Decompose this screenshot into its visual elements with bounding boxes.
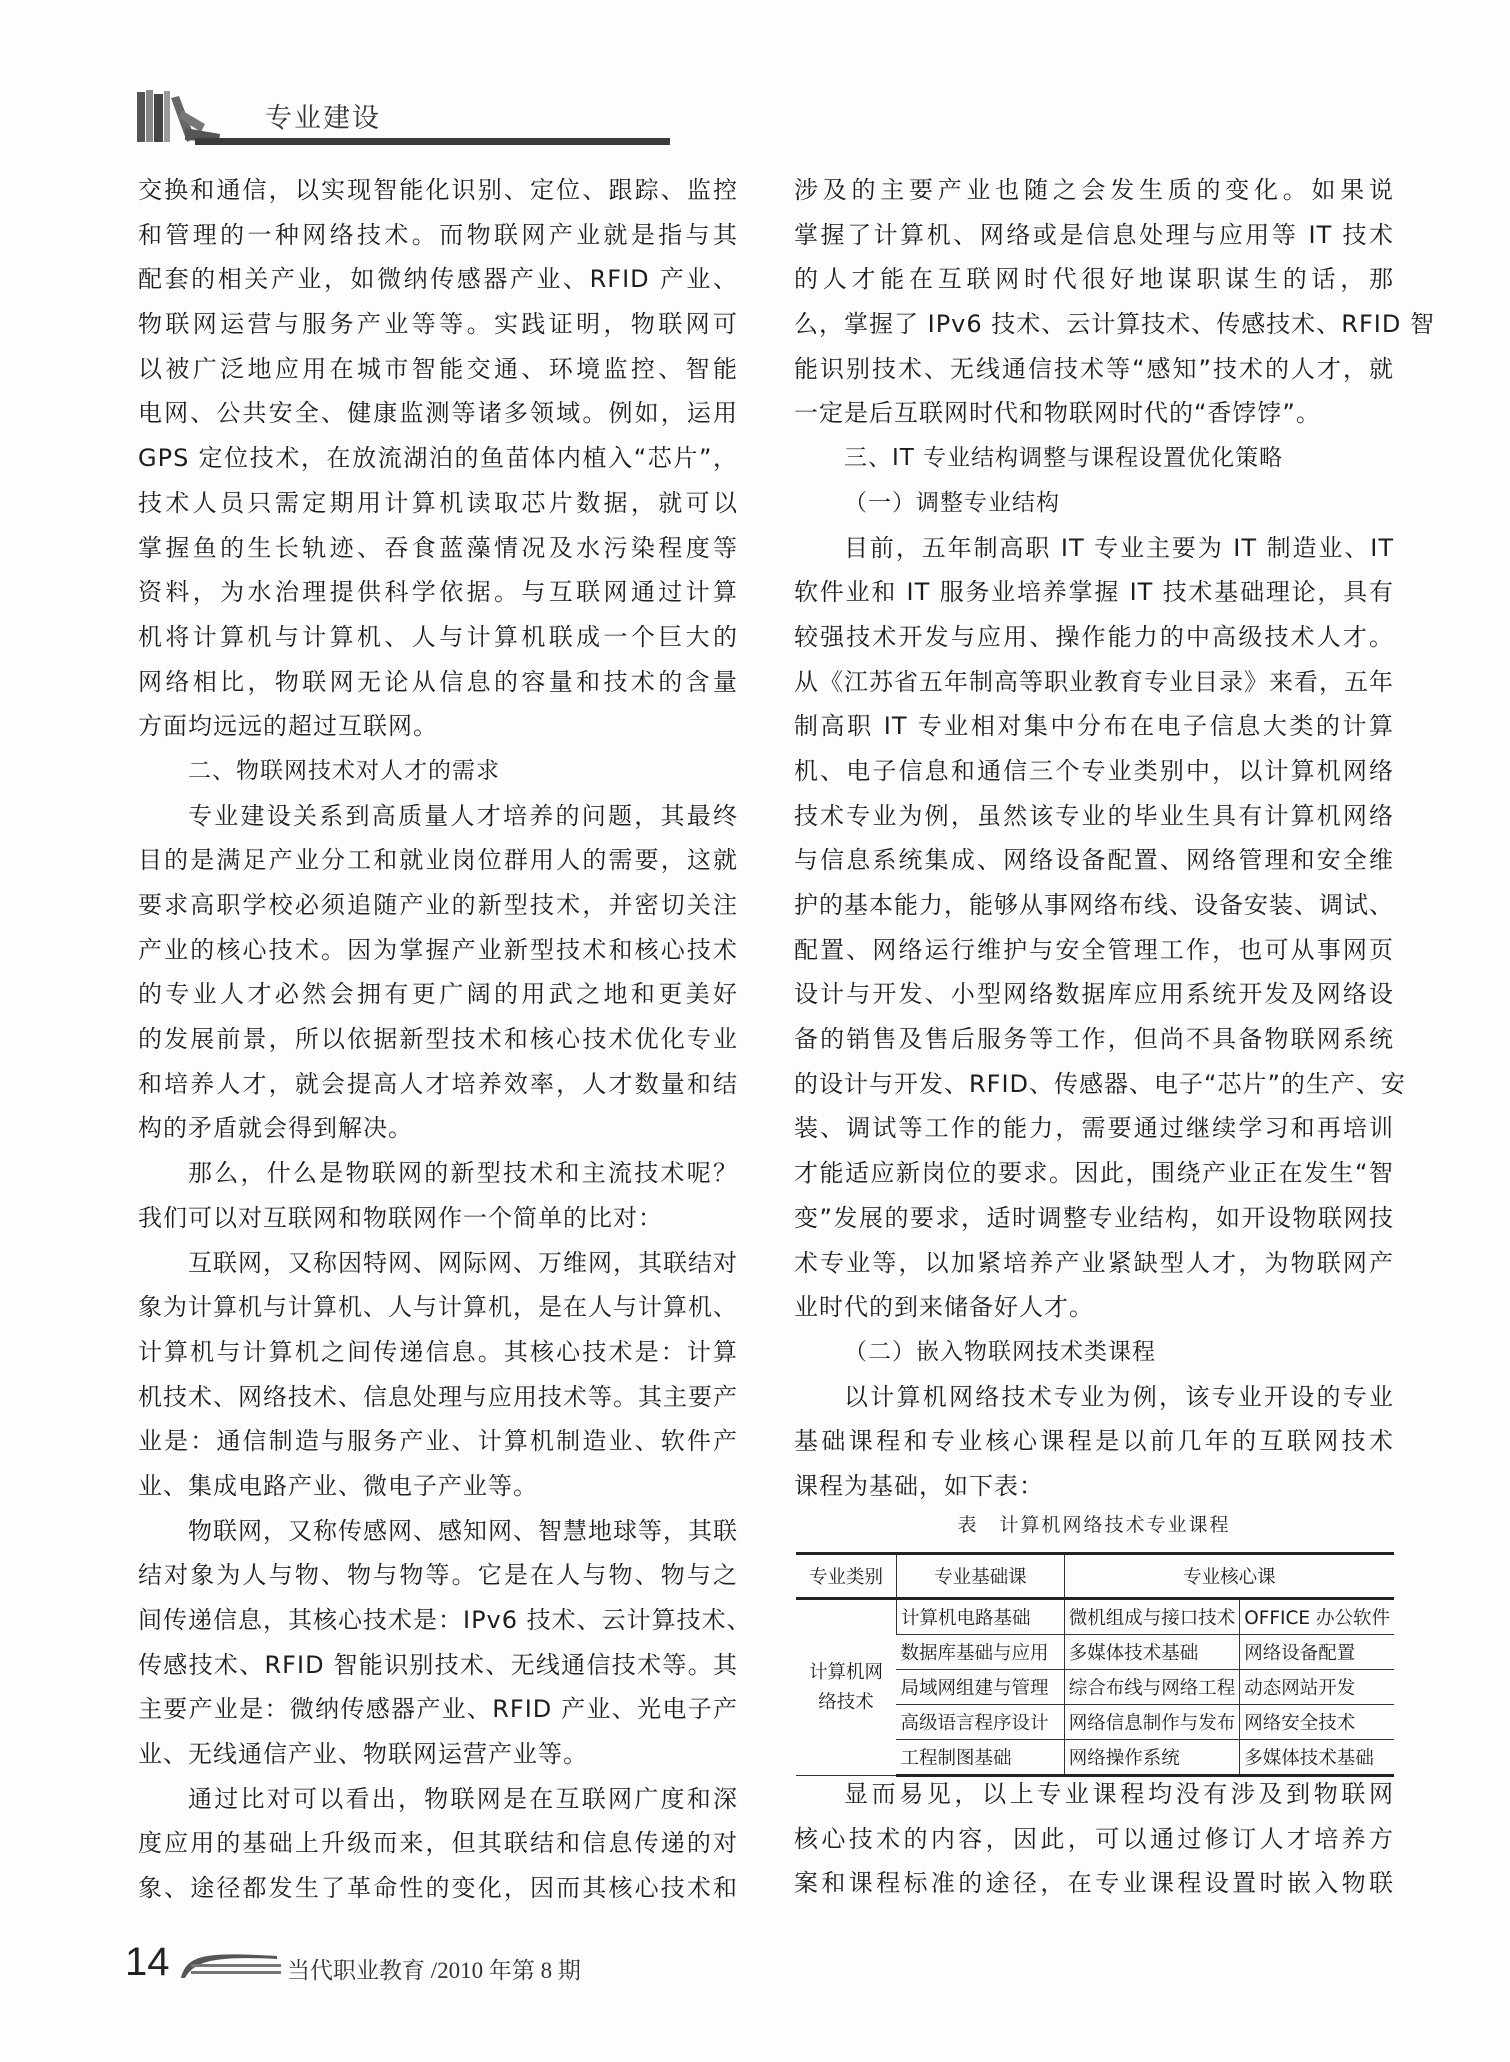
course-cell: 网络信息制作与发布	[1064, 1705, 1240, 1740]
course-cell: 网络安全技术	[1240, 1705, 1394, 1740]
text-line: 的专业人才必然会拥有更广阔的用武之地和更美好	[138, 980, 738, 1009]
text-line: 术专业等，以加紧培养产业紧缺型人才，为物联网产	[794, 1248, 1394, 1277]
text-line: 和培养人才，就会提高人才培养效率，人才数量和结	[138, 1069, 738, 1098]
text-line: 计算机与计算机之间传递信息。其核心技术是：计算	[138, 1337, 738, 1366]
course-cell: 计算机电路基础	[896, 1599, 1064, 1635]
text-line: 显而易见，以上专业课程均没有涉及到物联网	[844, 1780, 1394, 1808]
text-line: 么，掌握了 IPv6 技术、云计算技术、传感技术、RFID 智	[794, 310, 1435, 339]
text-line: 方面均远远的超过互联网。	[138, 712, 438, 741]
text-line: 与信息系统集成、网络设备配置、网络管理和安全维	[794, 846, 1394, 875]
text-line: 备的销售及售后服务等工作，但尚不具备物联网系统	[794, 1025, 1394, 1054]
table-row	[796, 1599, 1394, 1635]
section-header	[135, 88, 735, 148]
course-cell: 多媒体技术基础	[1064, 1635, 1240, 1670]
text-line: 要求高职学校必须追随产业的新型技术，并密切关注	[138, 891, 738, 919]
text-line: 传感技术、RFID 智能识别技术、无线通信技术等。其	[138, 1650, 738, 1679]
course-cell: 高级语言程序设计	[896, 1705, 1064, 1740]
text-line: 业是：通信制造与服务产业、计算机制造业、软件产	[138, 1427, 738, 1456]
text-line: 网络相比，物联网无论从信息的容量和技术的含量	[138, 667, 738, 696]
text-line: 那么，什么是物联网的新型技术和主流技术呢？	[188, 1159, 738, 1188]
text-line: 物联网运营与服务产业等等。实践证明，物联网可	[138, 310, 738, 339]
text-line: 构的矛盾就会得到解决。	[138, 1114, 413, 1143]
text-line: 较强技术开发与应用、操作能力的中高级技术人才。	[794, 622, 1394, 651]
text-line: 象、途径都发生了革命性的变化，因而其核心技术和	[138, 1874, 738, 1903]
text-line: 案和课程标准的途径，在专业课程设置时嵌入物联	[794, 1869, 1394, 1898]
course-cell: 网络设备配置	[1240, 1635, 1394, 1670]
text-line: 交换和通信，以实现智能化识别、定位、跟踪、监控	[138, 176, 738, 204]
text-line: 业、无线通信产业、物联网运营产业等。	[138, 1740, 588, 1769]
course-cell: 网络操作系统	[1064, 1740, 1240, 1776]
header-foundation: 专业基础课	[896, 1554, 1064, 1599]
course-cell: OFFICE 办公软件	[1240, 1599, 1394, 1635]
text-line: 技术人员只需定期用计算机读取芯片数据，就可以	[138, 488, 738, 517]
right-column-continued	[794, 1772, 1394, 1906]
section-heading: 二、物联网技术对人才的需求	[188, 757, 500, 784]
page-number: 14	[125, 1940, 170, 1984]
text-line: 的人才能在互联网时代很好地谋职谋生的话，那	[794, 265, 1394, 294]
text-line: 护的基本能力，能够从事网络布线、设备安装、调试、	[794, 891, 1394, 919]
text-line: 资料，为水治理提供科学依据。与互联网通过计算	[138, 578, 738, 607]
text-line: 配置、网络运行维护与安全管理工作，也可从事网页	[794, 935, 1394, 964]
text-line: 象为计算机与计算机、人与计算机，是在人与计算机、	[138, 1293, 738, 1322]
right-column	[794, 168, 1435, 1509]
text-line: 我们可以对互联网和物联网作一个简单的比对：	[138, 1203, 663, 1232]
text-line: 业时代的到来储备好人才。	[794, 1293, 1094, 1322]
text-line: 物联网，又称传感网、感知网、智慧地球等，其联	[188, 1516, 738, 1545]
text-line: 通过比对可以看出，物联网是在互联网广度和深	[188, 1784, 738, 1813]
text-line: 专业建设关系到高质量人才培养的问题，其最终	[188, 801, 738, 830]
text-line: 机将计算机与计算机、人与计算机联成一个巨大的	[138, 622, 738, 651]
text-line: 掌握鱼的生长轨迹、吞食蓝藻情况及水污染程度等	[138, 533, 738, 562]
left-column	[138, 168, 752, 1911]
text-line: 和管理的一种网络技术。而物联网产业就是指与其	[138, 220, 738, 249]
text-line: 间传递信息，其核心技术是：IPv6 技术、云计算技术、	[138, 1606, 752, 1634]
text-line: 从《江苏省五年制高等职业教育专业目录》来看，五年	[794, 667, 1394, 696]
section-heading: 三、IT 专业结构调整与课程设置优化策略	[844, 445, 1284, 472]
text-line: 课程为基础，如下表：	[794, 1471, 1044, 1500]
text-line: 机、电子信息和通信三个专业类别中，以计算机网络	[794, 756, 1394, 785]
table-caption: 表 计算机网络技术专业课程	[957, 1514, 1231, 1536]
text-line: 以被广泛地应用在城市智能交通、环境监控、智能	[138, 354, 738, 383]
text-line: 机技术、网络技术、信息处理与应用技术等。其主要产	[138, 1382, 738, 1411]
text-line: 互联网，又称因特网、网际网、万维网，其联结对	[188, 1248, 738, 1277]
text-line: 目前，五年制高职 IT 专业主要为 IT 制造业、IT	[844, 533, 1394, 562]
text-line: 的设计与开发、RFID、传感器、电子“芯片”的生产、安	[794, 1069, 1406, 1098]
text-line: 的发展前景，所以依据新型技术和核心技术优化专业	[138, 1025, 738, 1054]
header-core: 专业核心课	[1064, 1554, 1394, 1599]
journal-info: 当代职业教育 /2010 年第 8 期	[287, 1958, 581, 1983]
text-line: 度应用的基础上升级而来，但其联结和信息传递的对	[138, 1829, 738, 1858]
header-rule	[195, 138, 670, 145]
course-cell: 工程制图基础	[896, 1740, 1064, 1776]
course-table	[796, 1552, 1394, 1777]
text-line: 技术专业为例，虽然该专业的毕业生具有计算机网络	[794, 801, 1394, 830]
text-line: 设计与开发、小型网络数据库应用系统开发及网络设	[794, 980, 1394, 1009]
category-cell: 计算机网络技术	[796, 1599, 896, 1776]
text-line: 能识别技术、无线通信技术等“感知”技术的人才，就	[794, 354, 1394, 383]
header-category: 专业类别	[796, 1554, 896, 1599]
course-cell: 数据库基础与应用	[896, 1635, 1064, 1670]
text-line: 核心技术的内容，因此，可以通过修订人才培养方	[794, 1824, 1394, 1853]
text-line: 电网、公共安全、健康监测等诸多领域。例如，运用	[138, 399, 738, 428]
section-title: 专业建设	[265, 103, 381, 134]
text-line: 目的是满足产业分工和就业岗位群用人的需要，这就	[138, 846, 738, 875]
text-line: 一定是后互联网时代和物联网时代的“香饽饽”。	[794, 399, 1321, 428]
course-cell: 多媒体技术基础	[1240, 1740, 1394, 1776]
text-line: 变”发展的要求，适时调整专业结构，如开设物联网技	[794, 1203, 1394, 1232]
text-line: 结对象为人与物、物与物等。它是在人与物、物与之	[138, 1561, 738, 1590]
text-line: 基础课程和专业核心课程是以前几年的互联网技术	[794, 1427, 1394, 1456]
section-heading: （二）嵌入物联网技术类课程	[844, 1338, 1156, 1365]
text-line: 装、调试等工作的能力，需要通过继续学习和再培训	[794, 1114, 1394, 1143]
text-line: 主要产业是：微纳传感器产业、RFID 产业、光电子产	[138, 1695, 738, 1724]
text-line: 制高职 IT 专业相对集中分布在电子信息大类的计算	[794, 712, 1394, 741]
text-line: 产业的核心技术。因为掌握产业新型技术和核心技术	[138, 935, 738, 964]
text-line: 涉及的主要产业也随之会发生质的变化。如果说	[794, 176, 1394, 204]
text-line: 以计算机网络技术专业为例，该专业开设的专业	[844, 1382, 1394, 1411]
course-cell: 微机组成与接口技术	[1064, 1599, 1240, 1635]
text-line: 配套的相关产业，如微纳传感器产业、RFID 产业、	[138, 265, 738, 294]
page-footer	[125, 1940, 745, 1990]
text-line: 业、集成电路产业、微电子产业等。	[138, 1471, 538, 1500]
text-line: 才能适应新岗位的要求。因此，围绕产业正在发生“智	[794, 1159, 1394, 1188]
course-cell: 局域网组建与管理	[896, 1670, 1064, 1705]
section-heading: （一）调整专业结构	[844, 489, 1060, 516]
text-line: 软件业和 IT 服务业培养掌握 IT 技术基础理论，具有	[794, 578, 1394, 607]
course-cell: 动态网站开发	[1240, 1670, 1394, 1705]
text-line: 掌握了计算机、网络或是信息处理与应用等 IT 技术	[794, 220, 1394, 249]
text-line: GPS 定位技术，在放流湖泊的鱼苗体内植入“芯片”，	[138, 444, 738, 473]
course-cell: 综合布线与网络工程	[1064, 1670, 1240, 1705]
books-icon	[135, 88, 225, 144]
